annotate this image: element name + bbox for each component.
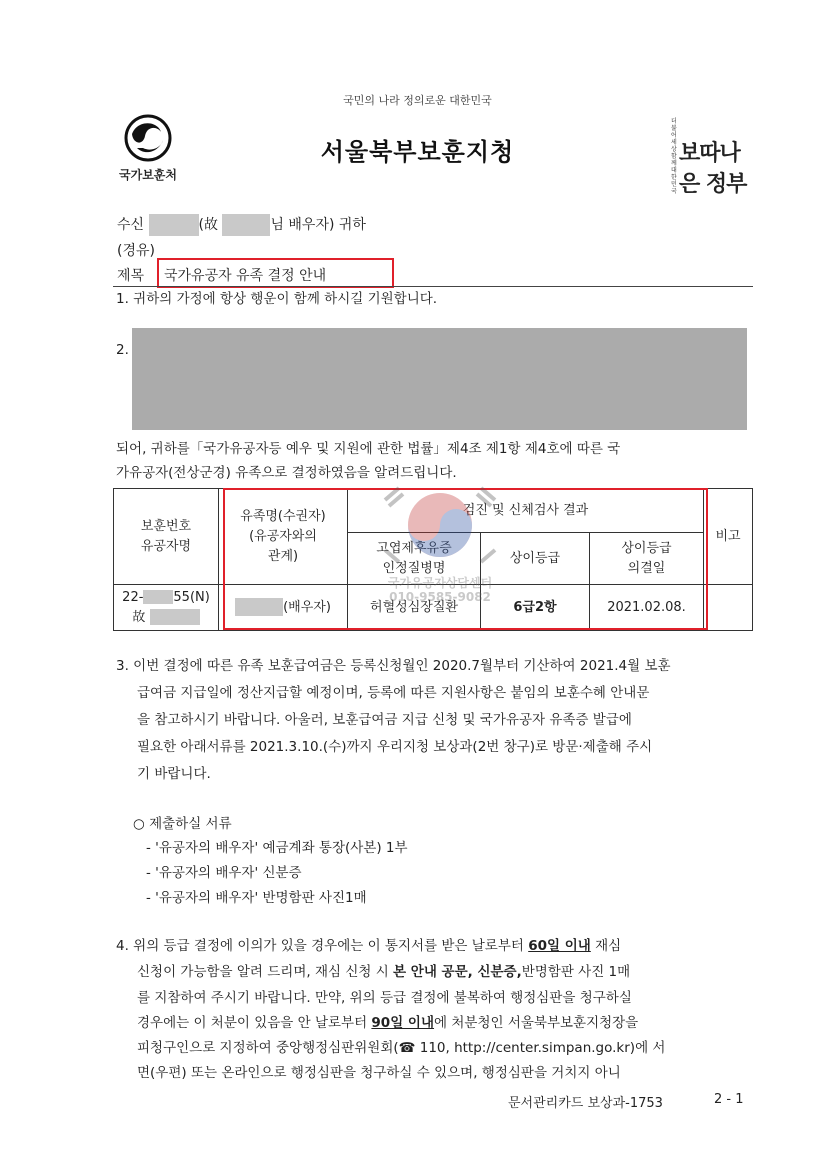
paragraph-1: 1. 귀하의 가정에 항상 행운이 함께 하시길 기원합니다. bbox=[116, 291, 438, 307]
docs-item: - '유공자의 배우자' 신분증 bbox=[146, 865, 302, 881]
government-slogan-logo bbox=[667, 110, 757, 197]
redacted-paragraph bbox=[132, 328, 747, 430]
redacted-number bbox=[143, 590, 173, 604]
docs-title: ○ 제출하실 서류 bbox=[133, 816, 232, 832]
taegeuk-emblem-icon bbox=[123, 112, 173, 164]
header-grade: 상이등급 bbox=[481, 533, 590, 585]
header-disease: 고엽제후유증 인정질병명 bbox=[348, 533, 481, 585]
paragraph-4-line-3: 를 지참하여 주시기 바랍니다. 만약, 위의 등급 결정에 불복하여 행정심판을 청구하실 bbox=[137, 990, 632, 1006]
paragraph-3-line-2: 급여금 지급일에 정산지급할 예정이며, 등록에 따른 지원사항은 붙임의 보훈수혜 안내문 bbox=[137, 685, 650, 701]
p4-text: 반명함판 사진 1매 bbox=[521, 964, 631, 980]
docs-item: - '유공자의 배우자' 예금계좌 통장(사본) 1부 bbox=[146, 840, 408, 856]
p4-text: 경우에는 이 처분이 있음을 안 날로부터 bbox=[137, 1015, 372, 1031]
redacted-name bbox=[222, 214, 270, 236]
header-note: 비고 bbox=[704, 489, 753, 585]
cell-disease: 허혈성심장질환 bbox=[348, 585, 481, 631]
recipient-mid: (故 bbox=[198, 217, 218, 233]
paragraph-3-line-1: 3. 이번 결정에 따른 유족 보훈급여금은 등록신청월인 2020.7월부터 기산하여 2021.4월 보훈 bbox=[116, 658, 671, 674]
number-suffix: 55(N) bbox=[173, 589, 210, 605]
paragraph-4-line-2 bbox=[137, 960, 630, 985]
relation: (배우자) bbox=[283, 599, 331, 615]
cell-date: 2021.02.08. bbox=[590, 585, 704, 631]
docs-item: - '유공자의 배우자' 반명함판 사진1매 bbox=[146, 890, 367, 906]
paragraph-4-line-1 bbox=[116, 934, 621, 959]
paragraph-2-line-1: 되어, 귀하를「국가유공자등 예우 및 지원에 관한 법률」제4조 제1항 제4호에 따른 국 bbox=[116, 441, 621, 457]
page-number: 2 - 1 bbox=[714, 1092, 744, 1107]
paragraph-3-line-5: 기 바랍니다. bbox=[137, 766, 211, 782]
subject-label: 제목 bbox=[117, 268, 145, 284]
logo-main-text: 보따나은 정부 bbox=[679, 140, 747, 197]
national-slogan: 국민의 나라 정의로운 대한민국 bbox=[343, 94, 492, 107]
p4-text: 재심 bbox=[590, 938, 622, 954]
redacted-name bbox=[150, 609, 200, 625]
p4-text: 에 처분청인 서울북부보훈지청장을 bbox=[434, 1015, 639, 1031]
header-date: 상이등급 의결일 bbox=[590, 533, 704, 585]
recipient-label: 수신 bbox=[117, 217, 145, 233]
header-exam: 검진 및 신체검사 결과 bbox=[348, 489, 704, 533]
subject-highlight-box bbox=[157, 258, 394, 288]
watermark-text-2: 010-9585-9082 bbox=[389, 590, 491, 604]
p4-deadline-60: 60일 이내 bbox=[528, 938, 591, 954]
paragraph-3-line-4: 필요한 아래서류를 2021.3.10.(수)까지 우리지청 보상과(2번 창구)로 방문·제출해 주시 bbox=[137, 739, 653, 755]
recipient-suffix: 님 배우자) 귀하 bbox=[270, 217, 366, 233]
p4-text: 4. 위의 등급 결정에 이의가 있을 경우에는 이 통지서를 받은 날로부터 bbox=[116, 938, 529, 954]
mpva-logo bbox=[113, 112, 183, 183]
cell-number bbox=[114, 585, 219, 631]
agency-title: 서울북부보훈지청 bbox=[320, 138, 515, 166]
paragraph-4-line-6: 면(우편) 또는 온라인으로 행정심판을 청구하실 수 있으며, 행정심판을 거치지 아니 bbox=[137, 1065, 621, 1081]
paragraph-4-line-4 bbox=[137, 1011, 638, 1036]
header-family: 유족명(수권자) (유공자와의 관계) bbox=[219, 489, 348, 585]
mpva-logo-label: 국가보훈처 bbox=[119, 168, 177, 182]
recipient-line bbox=[117, 214, 366, 236]
counsel-center-watermark bbox=[355, 470, 525, 620]
cell-grade: 6급2항 bbox=[481, 585, 590, 631]
p4-text: 신청이 가능함을 알려 드리며, 재심 신청 시 bbox=[137, 964, 394, 980]
cell-note bbox=[704, 585, 753, 631]
number-prefix: 22- bbox=[122, 589, 144, 605]
via-line: (경유) bbox=[117, 243, 155, 259]
logo-small-text: 더불어 세상 함께 대한민국 bbox=[671, 118, 677, 195]
paragraph-2-number: 2. bbox=[116, 342, 129, 358]
paragraph-2-line-2: 가유공자(전상군경) 유족으로 결정하였음을 알려드립니다. bbox=[116, 465, 457, 481]
watermark-text-1: 국가유공자상담센터 bbox=[387, 576, 493, 590]
document-card-number: 문서관리카드 보상과-1753 bbox=[508, 1096, 663, 1111]
redacted-name bbox=[149, 214, 199, 236]
p4-required-docs: 본 안내 공문, 신분증, bbox=[393, 964, 522, 980]
paragraph-4-line-5: 피청구인으로 지정하여 중앙행정심판위원회(☎ 110, http://center.simpan.go.kr)에 서 bbox=[137, 1040, 666, 1056]
subject-text: 국가유공자 유족 결정 안내 bbox=[164, 268, 327, 284]
paragraph-3-line-3: 을 참고하시기 바랍니다. 아울러, 보훈급여금 지급 신청 및 국가유공자 유족증 발급에 bbox=[137, 712, 632, 728]
header-number: 보훈번호 유공자명 bbox=[114, 489, 219, 585]
p4-deadline-90: 90일 이내 bbox=[371, 1015, 435, 1031]
deceased-prefix: 故 bbox=[132, 609, 146, 625]
